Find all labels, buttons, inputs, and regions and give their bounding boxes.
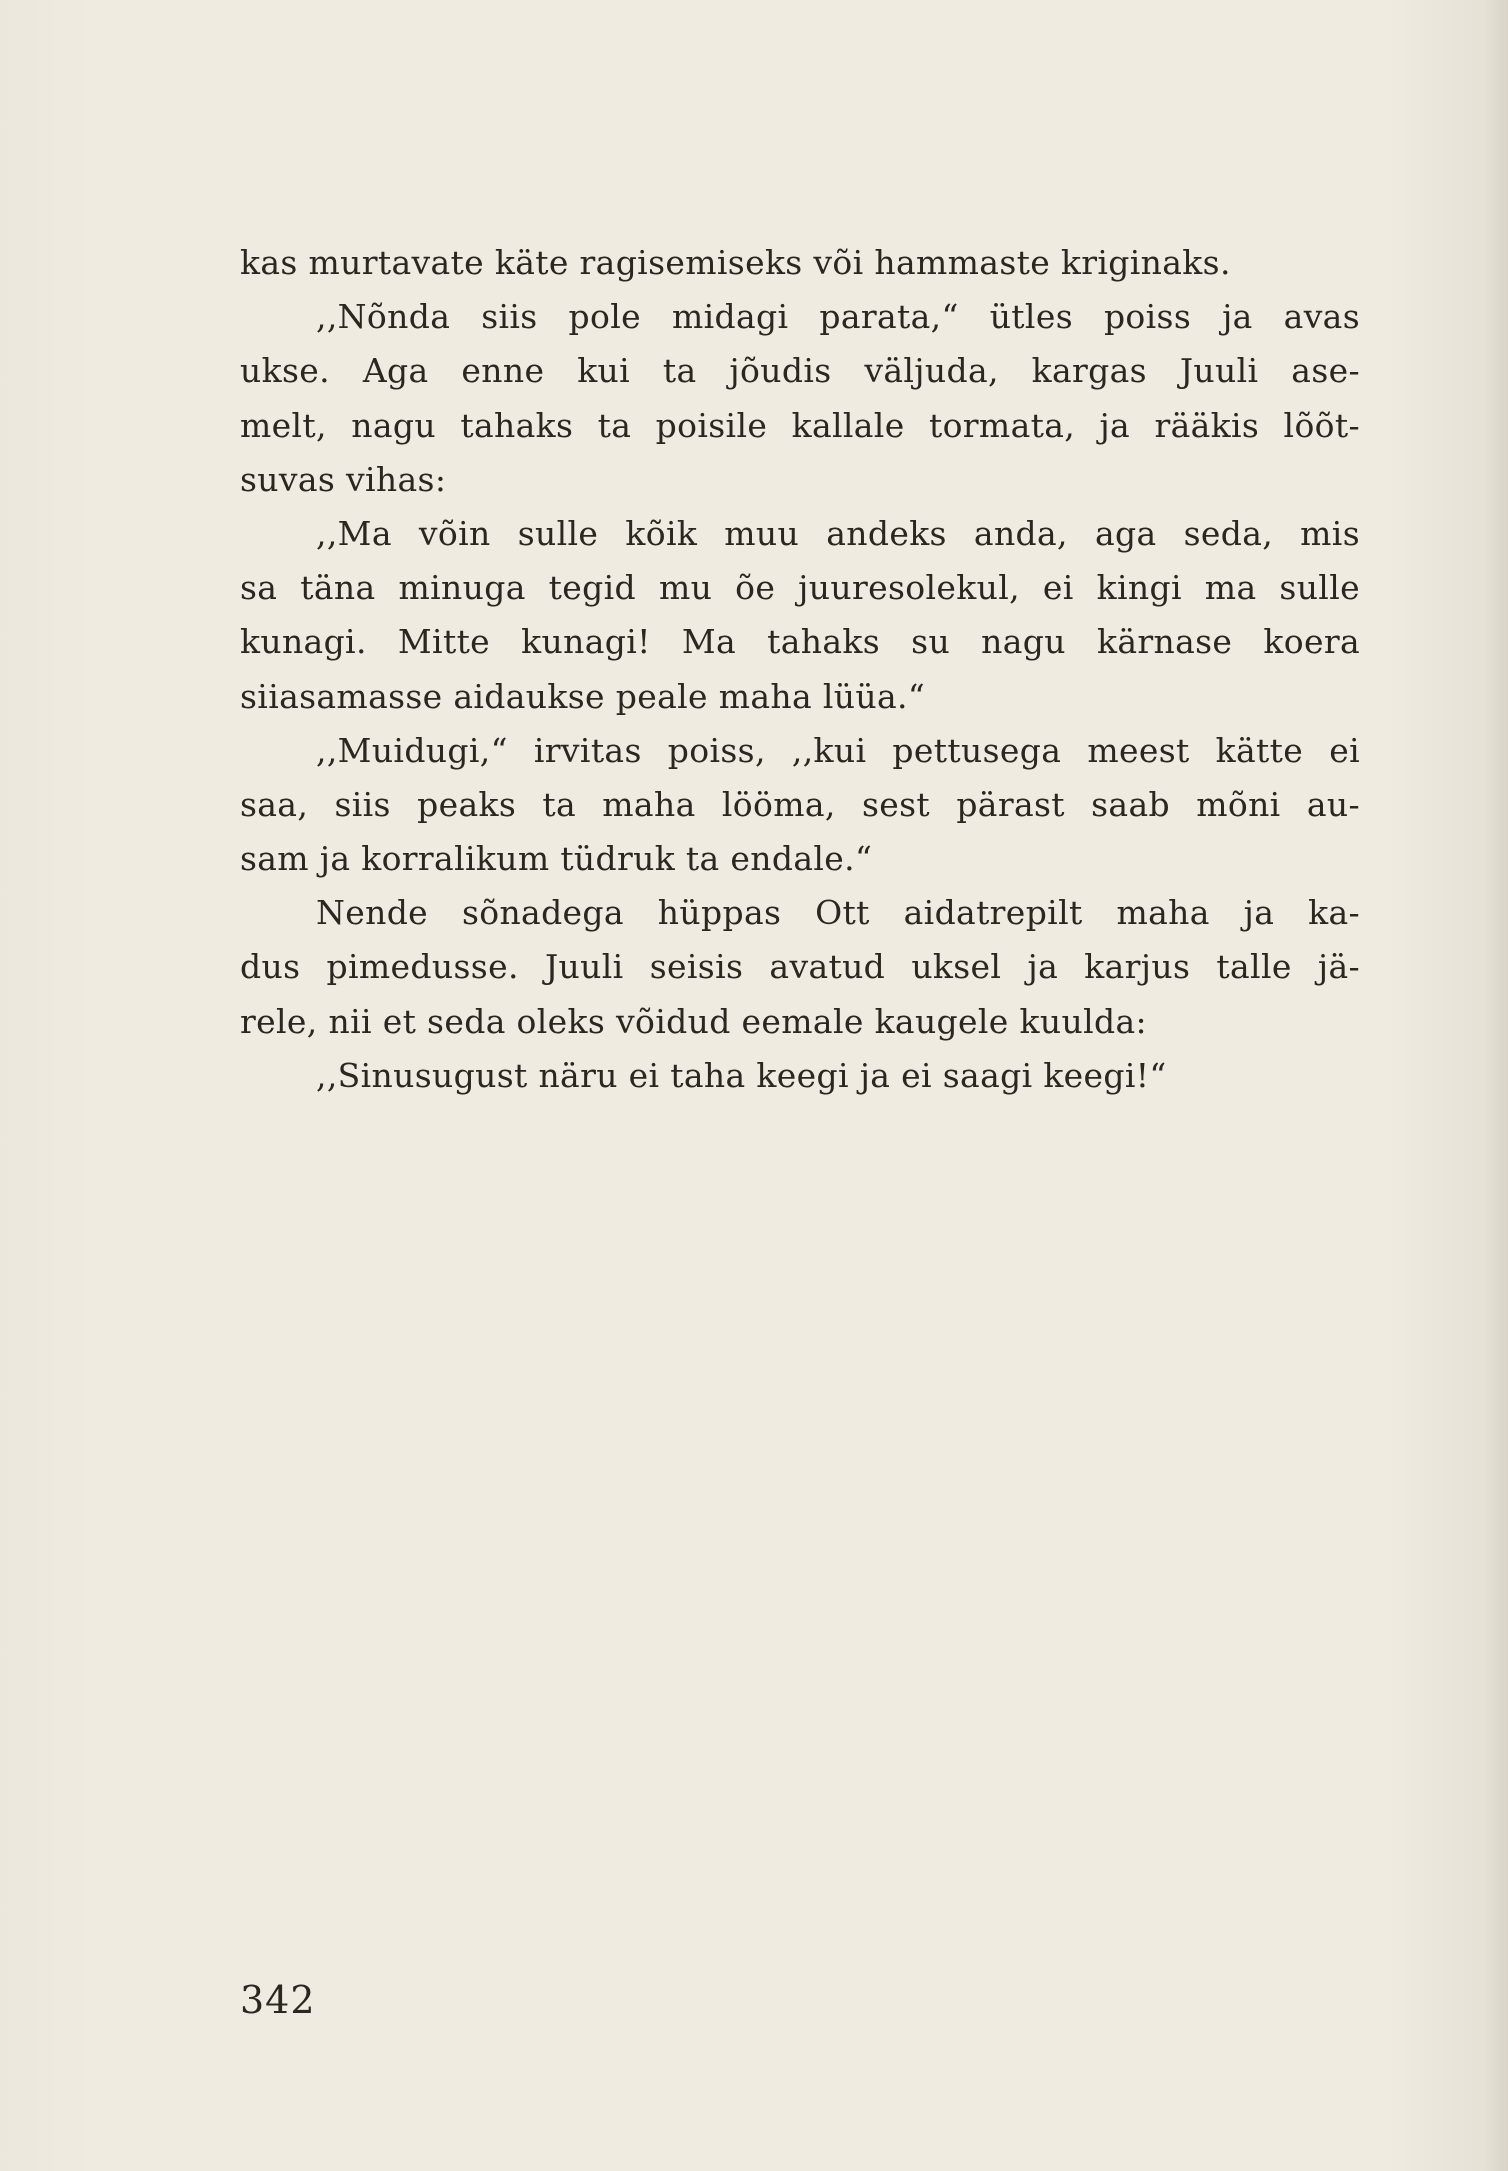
text-line: ,,Nõnda siis pole midagi parata,“ ütles poiss ja avas (316, 297, 1360, 337)
text-line: sa täna minuga tegid mu õe juuresolekul, ei kingi ma sulle (240, 568, 1360, 608)
page-number: 342 (240, 1978, 316, 2022)
text-line: kas murtavate käte ragisemiseks või hammaste kriginaks. (240, 243, 1231, 282)
text-line: ,,Sinusugust näru ei taha keegi ja ei saagi keegi!“ (316, 1055, 1167, 1095)
body-text (240, 236, 1360, 1103)
text-line: ,,Ma võin sulle kõik muu andeks anda, aga seda, mis (316, 513, 1360, 553)
text-line: dus pimedusse. Juuli seisis avatud uksel ja karjus talle jä- (240, 947, 1360, 987)
text-line: saa, siis peaks ta maha lööma, sest pärast saab mõni au- (240, 784, 1360, 824)
text-line: ukse. Aga enne kui ta jõudis väljuda, kargas Juuli ase- (240, 351, 1360, 391)
text-line: kunagi. Mitte kunagi! Ma tahaks su nagu kärnase koera (240, 622, 1360, 662)
text-line: Nende sõnadega hüppas Ott aidatrepilt maha ja ka- (316, 893, 1360, 933)
text-line: suvas vihas: (240, 459, 447, 499)
text-line: melt, nagu tahaks ta poisile kallale tormata, ja rääkis lõõt- (240, 405, 1360, 445)
text-line: rele, nii et seda oleks võidud eemale kaugele kuulda: (240, 1001, 1147, 1041)
text-line: sam ja korralikum tüdruk ta endale.“ (240, 839, 873, 879)
text-line: siiasamasse aidaukse peale maha lüüa.“ (240, 676, 926, 716)
text-line: ,,Muidugi,“ irvitas poiss, ,,kui pettusega meest kätte ei (316, 730, 1360, 770)
